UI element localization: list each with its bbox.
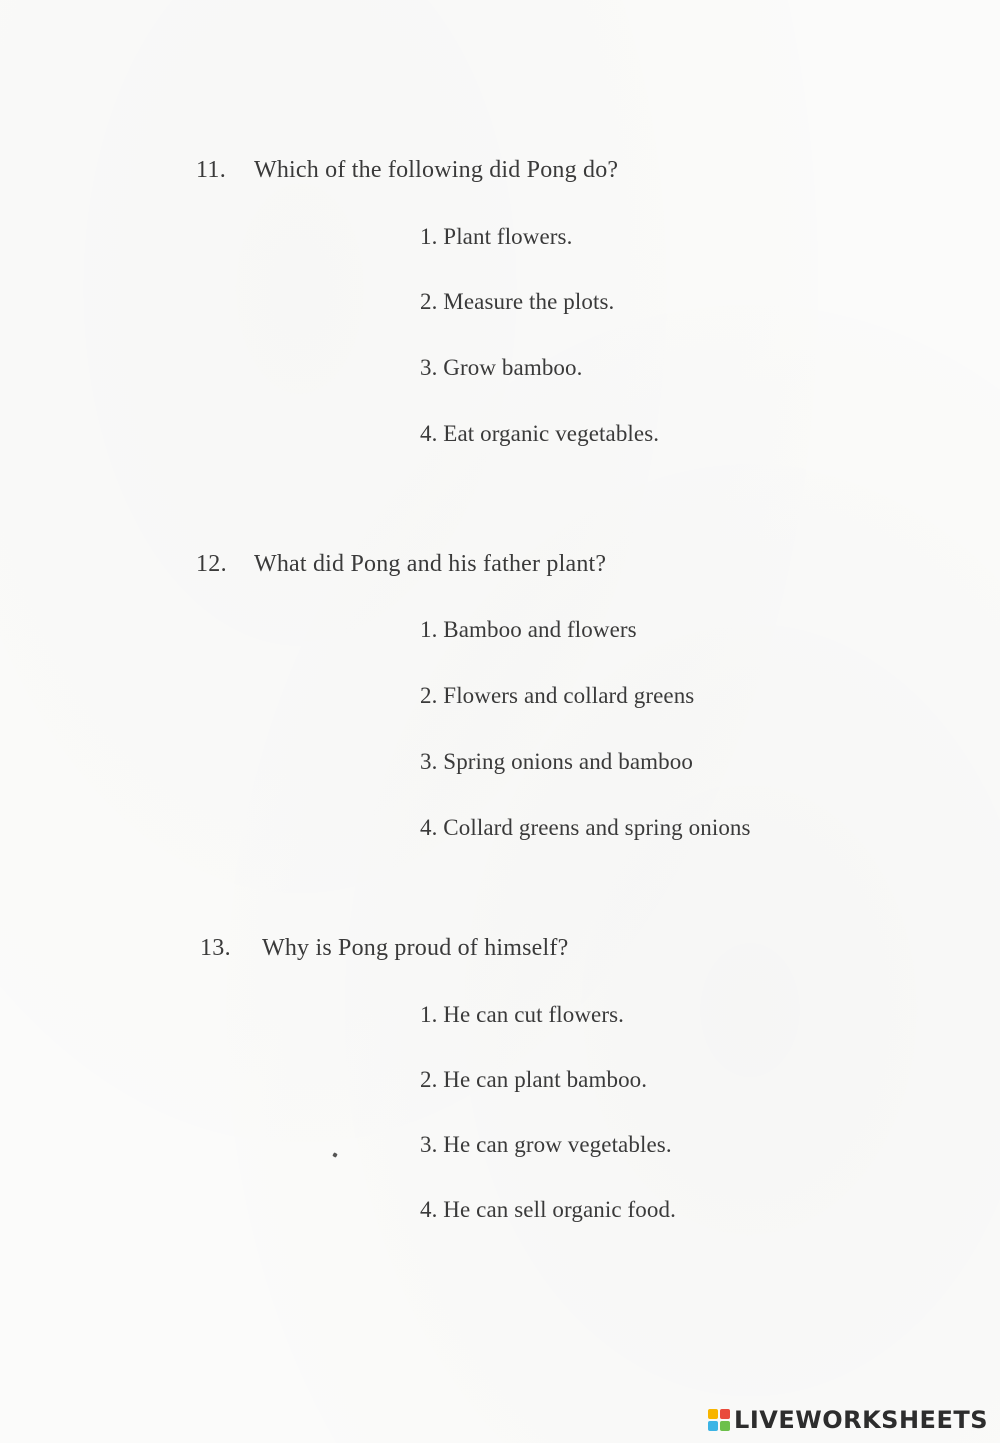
option-13-3[interactable]: 3. He can grow vegetables. [420,1132,672,1157]
question-text: Which of the following did Pong do? [254,157,619,183]
option-12-4[interactable]: 4. Collard greens and spring onions [420,815,751,840]
option-11-2[interactable]: 2. Measure the plots. [420,289,615,314]
option-11-4[interactable]: 4. Eat organic vegetables. [420,421,660,446]
option-13-2[interactable]: 2. He can plant bamboo. [420,1067,648,1092]
brand-name: LIVEWORKSHEETS [734,1406,988,1434]
question-text: What did Pong and his father plant? [254,551,607,577]
option-13-1[interactable]: 1. He can cut flowers. [420,1002,625,1027]
question-text: Why is Pong proud of himself? [262,935,569,961]
question-number: 11. [196,157,227,183]
option-12-1[interactable]: 1. Bamboo and flowers [420,617,637,642]
question-number: 13. [200,935,231,961]
stray-ink-mark [332,1152,337,1157]
option-11-3[interactable]: 3. Grow bamboo. [420,355,583,380]
question-number: 12. [196,551,227,577]
option-13-4[interactable]: 4. He can sell organic food. [420,1197,676,1222]
option-12-2[interactable]: 2. Flowers and collard greens [420,683,695,708]
option-12-3[interactable]: 3. Spring onions and bamboo [420,749,693,774]
liveworksheets-logo-icon [708,1409,730,1431]
option-11-1[interactable]: 1. Plant flowers. [420,224,573,249]
liveworksheets-logo[interactable] [708,1405,988,1435]
